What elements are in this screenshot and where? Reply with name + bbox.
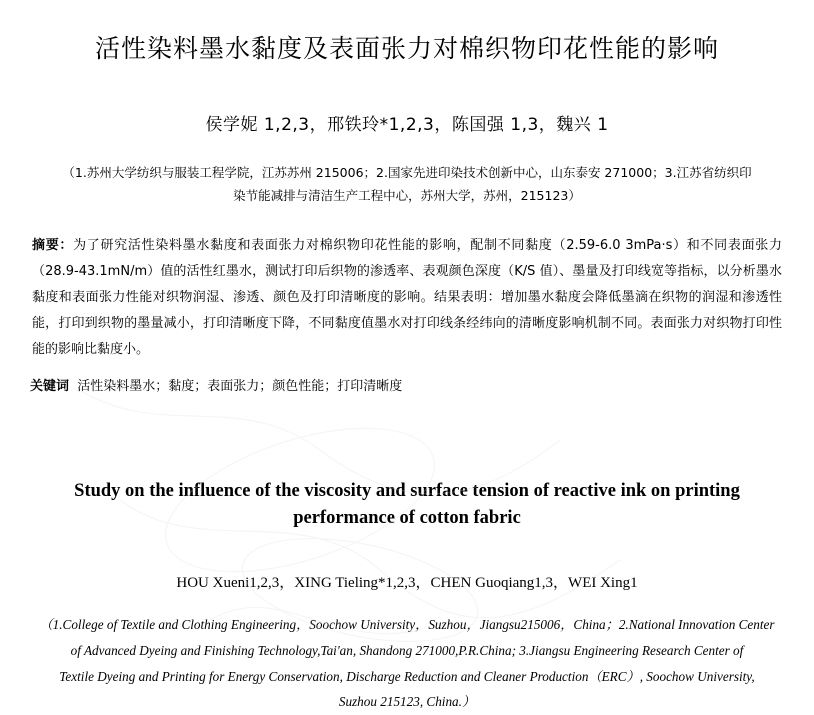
english-authors: HOU Xueni1,2,3，XING Tieling*1,2,3，CHEN Guoqiang1,3，WEI Xing1 bbox=[176, 575, 638, 592]
chinese-abstract bbox=[30, 233, 784, 363]
abstract-text: 为了研究活性染料墨水黏度和表面张力对棉织物印花性能的影响，配制不同黏度（2.59-6.0 3mPa·s）和不同表面张力（28.9-43.1mN/m）值的活性红墨水，测试打印后织物的渗透率、表观颜色深度（K/S 值）、墨量及打印线宽等指标，以分析墨水黏度和表面张力性能对织物润湿、渗透、颜色及打印清晰度的影响。结果表明：增加墨水黏度会降低墨滴在织物的润湿和渗透性能，打印到织物的墨量减小，打印清晰度下降，不同黏度值墨水对打印线条经纬向的清晰度影响机制不同。表面张力对织物打印性能的影响比黏度小。 bbox=[32, 238, 782, 357]
english-affiliation-line-1: （1.College of Textile and Clothing Engineering，Soochow University，Suzhou，Jiangsu215006，China；2.National Innovation Center bbox=[39, 617, 775, 633]
english-affiliation-line-4: Suzhou 215123, China.） bbox=[338, 694, 476, 710]
keywords-text: 活性染料墨水；黏度；表面张力；颜色性能；打印清晰度 bbox=[77, 379, 403, 394]
english-affiliation-line-3: Textile Dyeing and Printing for Energy Conservation, Discharge Reduction and Cleaner Production（ERC）, Soochow University, bbox=[59, 668, 755, 684]
english-title: Study on the influence of the viscosity and surface tension of reactive ink on printing performance of cotton fabric bbox=[74, 480, 740, 529]
abstract-label: 摘要： bbox=[32, 238, 74, 253]
chinese-affiliation bbox=[30, 161, 784, 207]
chinese-authors: 侯学妮 1,2,3，邢铁玲*1,2,3，陈国强 1,3，魏兴 1 bbox=[205, 114, 609, 135]
keywords-label: 关键词 bbox=[30, 379, 70, 394]
chinese-affiliation-line-2: 染节能减排与清洁生产工程中心，苏州大学，苏州，215123） bbox=[233, 187, 581, 203]
english-affiliation bbox=[30, 612, 784, 715]
chinese-affiliation-line-1: （1.苏州大学纺织与服装工程学院，江苏苏州 215006；2.国家先进印染技术创新中心，山东泰安 271000；3.江苏省纺织印 bbox=[62, 164, 752, 180]
english-affiliation-line-2: of Advanced Dyeing and Finishing Technology,Tai'an, Shandong 271000,P.R.China; 3.Jiangsu Engineering Research Center of bbox=[70, 642, 744, 658]
chinese-title: 活性染料墨水黏度及表面张力对棉织物印花性能的影响 bbox=[94, 34, 719, 63]
chinese-keywords bbox=[30, 375, 784, 400]
